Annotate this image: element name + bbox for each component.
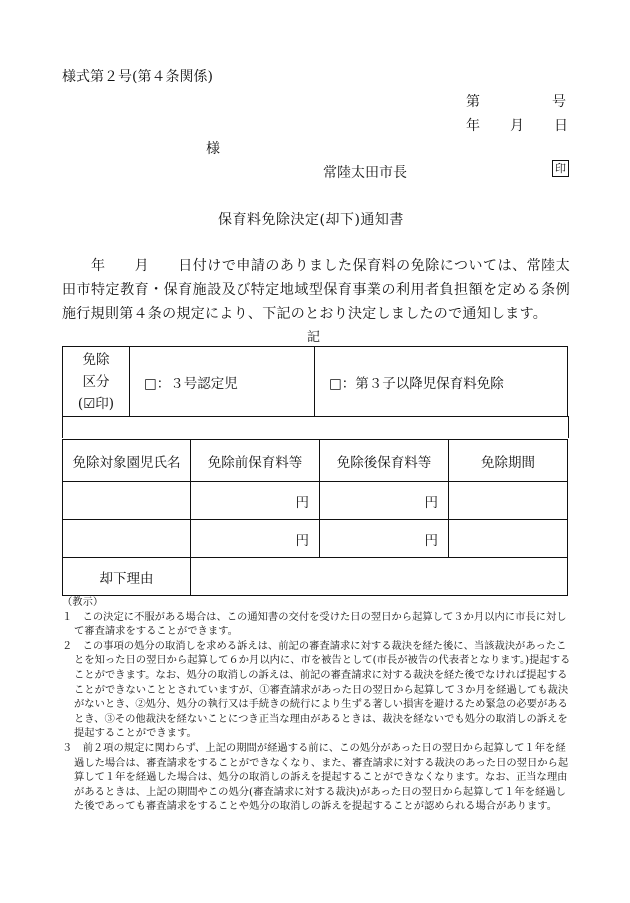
exemption-category-table: [62, 346, 568, 417]
issuer-mayor: 常陸太田市長: [323, 165, 407, 181]
instructions-heading: （教示）: [62, 596, 104, 608]
form-number: 様式第２号(第４条関係): [62, 69, 213, 85]
table-row: [63, 482, 568, 520]
category-label-line3: (☑印): [77, 395, 115, 412]
table-row: [63, 520, 568, 558]
header-child-name: 免除対象園児氏名: [63, 440, 191, 482]
reject-reason-label: 却下理由: [63, 558, 191, 596]
fee-after-cell[interactable]: 円: [320, 482, 449, 520]
instruction-item: ３ 前２項の規定に関わらず、上記の期間が経過する前に、この処分があった日の翌日から起算して１年を経過した場合は、審査請求をすることができなくなり、また、審査請求に対する裁決のあった日の翌日から起算して１年を経過した場合は、処分の取消しの訴えを提起することができなくなります。なお、正当な理由があるときは、上記の期間やこの処分(審査請求に対する裁決)があった日の翌日から起算して１年を経過した後であっても審査請求をすることや処分の取消しの訴えを提起することが認められる場合があります。: [62, 741, 569, 813]
seal-mark: 印: [552, 160, 569, 177]
addressee-sama: 様: [206, 141, 220, 157]
instruction-item: １ この決定に不服がある場合は、この通知書の交付を受けた日の翌日から起算して３か月以内に市長に対して審査請求をすることができます。: [62, 610, 567, 638]
document-title: 保育料免除決定(却下)通知書: [218, 212, 404, 228]
header-fee-after: 免除後保育料等: [320, 440, 449, 482]
table-spacer: [62, 416, 569, 438]
reject-reason-cell[interactable]: [191, 558, 568, 596]
child-name-cell[interactable]: [63, 482, 191, 520]
category-label-line1: 免除: [82, 351, 110, 368]
option-third-child-checkbox[interactable]: □：第３子以降児保育料免除: [315, 347, 568, 417]
header-period: 免除期間: [449, 440, 568, 482]
option-type3-checkbox[interactable]: □：３号認定児: [130, 347, 315, 417]
ki-heading: 記: [307, 330, 321, 345]
category-label-line2: 区分: [82, 373, 110, 390]
period-cell[interactable]: [449, 520, 568, 558]
category-label-cell: [63, 347, 130, 417]
period-cell[interactable]: [449, 482, 568, 520]
body-paragraph: 年 月 日付けで申請のありました保育料の免除については、常陸太田市特定教育・保育施設及び特定地域型保育事業の利用者負担額を定める条例施行規則第４条の規定により、下記のとおり決定しましたので通知します。: [62, 258, 570, 322]
fee-before-cell[interactable]: 円: [191, 520, 320, 558]
instructions-section: [62, 595, 574, 814]
fee-before-cell[interactable]: 円: [191, 482, 320, 520]
number-label-go: 号: [552, 94, 566, 110]
instruction-item: ２ この事項の処分の取消しを求める訴えは、前記の審査請求に対する裁決を経た後に、当該裁決があったことを知った日の翌日から起算して６か月以内に、市を被告として(市長が被告の代表者となります。)提起することができます。なお、処分の取消しの訴えは、前記の審査請求に対する裁決を経た後でなければ提起することができないこととされていますが、①審査請求があった日の翌日から起算して３か月を経過しても裁決がないとき、②処分、処分の執行又は手続きの続行により生ずる著しい損害を避けるため緊急の必要があるとき、③その他裁決を経ないことにつき正当な理由があるときは、裁決を経ないでも処分の取消しの訴えを提起することができます。: [62, 639, 571, 740]
child-name-cell[interactable]: [63, 520, 191, 558]
date-month-label: 月: [510, 118, 524, 134]
header-fee-before: 免除前保育料等: [191, 440, 320, 482]
fee-after-cell[interactable]: 円: [320, 520, 449, 558]
exemption-detail-table: [62, 439, 568, 596]
number-label-dai: 第: [466, 94, 480, 110]
date-day-label: 日: [554, 118, 568, 134]
date-year-label: 年: [466, 118, 480, 134]
